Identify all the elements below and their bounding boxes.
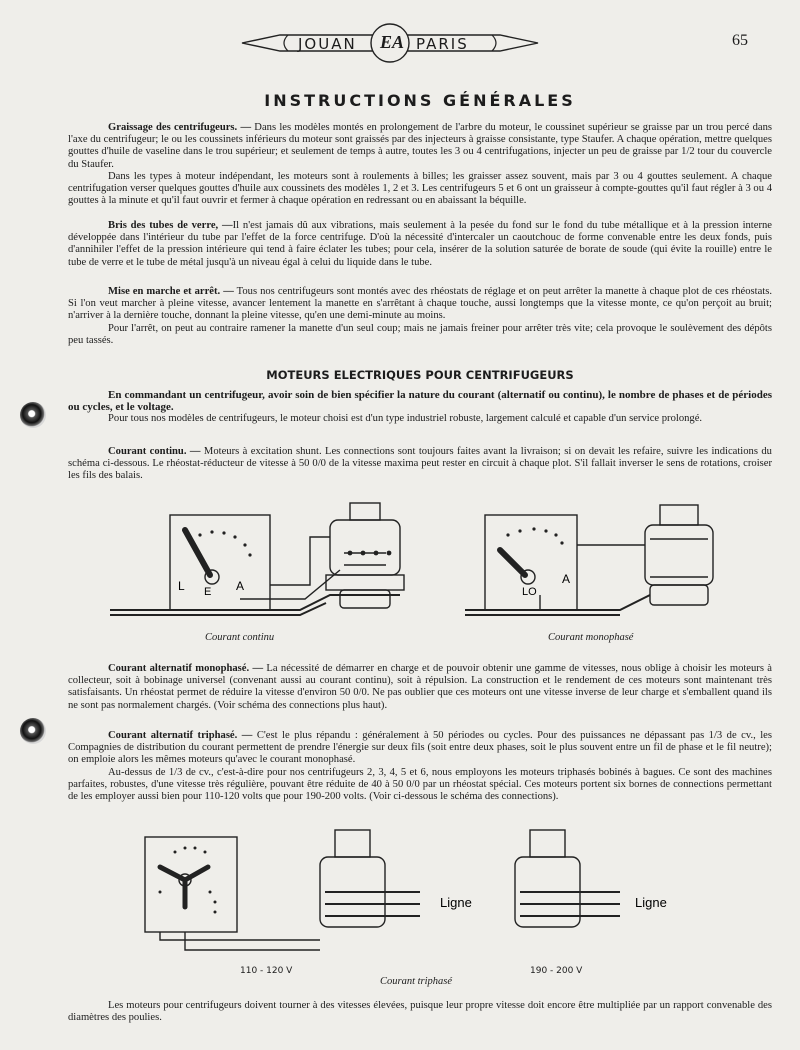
mise-p1: Tous nos centrifugeurs sont montés avec des rhéostats de réglage et on peut arrêter la manette à chaque plot de ces rhéostats. Si l'on veut marcher à pleine vitesse, avancer lentement la manette en s'arrêtant à chaque touche, aussi longtemps que la vitesse monte, ce qu'on perçoit au bruit; n'arriver à la dernière touche, donnant la pleine vitesse, qu'en une demi-minute au moins. <box>68 286 772 322</box>
label-L: L <box>178 579 185 593</box>
label-LO: LO <box>522 586 537 598</box>
label-A: A <box>236 579 245 593</box>
graissage-p1: Dans les modèles montés en prolongement de l'arbre du moteur, le coussinet supérieur se graisse par un trou percé dans l'axe du centrifugeur; le ou les coussinets inférieurs du moteur sont graissés par des injecteurs à graisse consistante, type Staufer. A chaque opération, mettre quelques gouttes d'huile de vaseline dans le trou supérieur; et seulement de temps à autre, toutes les 3 ou 4 centrifugations, injecter un peu de graisse par 1/2 tour du couvercle du Staufer. <box>68 122 773 170</box>
tri-p1: C'est le plus répandu : généralement à 50 périodes ou cycles. Pour des puissances ne dépassant pas 1/3 de cv., les Compagnies de distribution du courant permettent de prendre l'énergie sur deux fils (soit entre deux phases, soit le plus souvent entre un fil de phase et le fil neutre); on emploie alors les mêmes moteurs qu'avec le courant monophasé. <box>68 730 772 766</box>
volt-right: 190 - 200 V <box>530 966 583 976</box>
section-mise <box>68 286 772 347</box>
bris-heading: Bris des tubes de verre, — <box>108 220 233 231</box>
punch-hole <box>20 718 46 744</box>
section-tri <box>68 730 772 803</box>
continu-p1: Moteurs à excitation shunt. Les connections sont toujours faites avant la livraison; si on devait les refaire, suivre les indications du schéma ci-dessous. Le rhéostat-réducteur de vitesse à 50 0/0 de la vitesse maxima peut rester en circuit à chaque plot. S'il fallait inverser le sens de rotations, croiser les fils des balais. <box>68 446 772 482</box>
section-graissage <box>68 122 772 207</box>
ligne-label-1: Ligne <box>440 895 472 910</box>
moteurs-p1: Pour tous nos modèles de centrifugeurs, le moteur choisi est d'un type industriel robuste, largement calculé et capable d'un service prolongé. <box>108 413 703 425</box>
caption-continu: Courant continu <box>205 632 275 643</box>
volt-left: 110 - 120 V <box>240 966 293 976</box>
mise-heading: Mise en marche et arrêt. — <box>108 286 234 297</box>
label-E: E <box>204 586 212 598</box>
moteurs-lead: En commandant un centrifugeur, avoir soin de bien spécifier la nature du courant (alternatif ou continu), le nombre de phases et de périodes ou cycles, et le voltage. <box>68 389 772 414</box>
mono-p1: La nécessité de démarrer en charge et de pouvoir obtenir une gamme de vitesses, nous oblige à choisir les moteurs à collecteur, soit à bobinage universel (convenant aussi au courant continu), soit à répulsion. La construction et le rendement de ces moteurs sont maintenant très satisfaisants. Un rhéostat permet de réduire la vitesse d'environ 50 0/0. Ne pas oublier que ces moteurs ont une vitesse inverse de leur charge et s'emballent quand ils ne sont pas normalement chargés. (Voir schéma des connections plus haut). <box>68 663 772 711</box>
caption-monophase: Courant monophasé <box>548 632 634 643</box>
brand-right: PARIS <box>416 35 469 53</box>
section-bris <box>68 220 772 269</box>
rheostat-box-icon <box>145 837 237 932</box>
caption-triphase: Courant triphasé <box>380 976 453 987</box>
graissage-heading: Graissage des centrifugeurs. — <box>108 122 252 133</box>
punch-hole <box>20 402 46 428</box>
bris-p1: Il n'est jamais dû aux vibrations, mais seulement à la pesée du fond sur le fond du tube métallique et à la pression interne développée dans l'intérieur du tube par l'effet de la force centrifuge. D'où la nécessité d'intercaler un caoutchouc de forme convenable entre les deux fonds, puis d'annihiler l'effet de la pression intérieure qui tend à faire éclater les tubes; pour cela, insérer de la solution saturée de borate de soude (qui évite la rouille) entre le tube de verre et le tube de métal jusqu'à un niveau égal à celui du liquide dans le tube. <box>68 220 772 268</box>
brand-monogram: EA <box>380 32 405 52</box>
graissage-p2: Dans les types à moteur indépendant, les moteurs sont à roulements à billes; les graisser assez souvent, mais par 3 ou 4 gouttes seulement. A chaque centrifugation verser quelques gouttes d'huile aux coussinets des modèles 1, 2 et 3. Les centrifugeurs 5 et 6 ont un graisseur à compte-gouttes qu'il faut régler à 3 ou 4 gouttes à la minute et qu'il faut ouvrir et fermer à chaque opération en redressant ou en abaissant la béquille. <box>68 170 772 207</box>
wiring-diagrams-dc-mono <box>100 495 740 645</box>
page-number: 65 <box>732 32 748 49</box>
brand-left: JOUAN <box>298 35 357 53</box>
section-moteurs <box>68 389 772 426</box>
motor-icon <box>330 520 400 575</box>
brand-header <box>240 22 540 64</box>
ligne-label-2: Ligne <box>635 895 667 910</box>
section-mono <box>68 663 772 712</box>
mise-p2: Pour l'arrêt, on peut au contraire ramener la manette d'un seul coup; mais ne jamais freiner pour arrêter très vite; cela provoque le soulèvement des dépôts peu tassés. <box>68 322 772 346</box>
motor-icon <box>645 525 713 585</box>
tri-p2: Au-dessus de 1/3 de cv., c'est-à-dire pour nos centrifugeurs 2, 3, 4, 5 et 6, nous employons les moteurs triphasés bobinés à bagues. Ce sont des machines parfaites, robustes, d'une vitesse très régulière, pouvant être réduite de 40 à 50 0/0 par un rhéostat spécial. Ces moteurs portent six bornes de connections permettant de les employer aussi bien pour 110-120 volts que pour 190-200 volts. (Voir ci-dessous le schéma des connections). <box>68 766 772 803</box>
mono-heading: Courant alternatif monophasé. — <box>108 663 264 674</box>
footer-text: Les moteurs pour centrifugeurs doivent tourner à des vitesses élevées, puisque leur propre vitesse doit encore être multipliée par un rapport convenable des diamètres des poulies. <box>68 1000 772 1024</box>
section-footer <box>68 1000 772 1024</box>
section-continu <box>68 446 772 483</box>
continu-heading: Courant continu. — <box>108 446 201 457</box>
page-title: INSTRUCTIONS GÉNÉRALES <box>264 91 576 110</box>
wiring-diagrams-triphase <box>130 822 710 972</box>
label-A2: A <box>562 572 571 586</box>
tri-heading: Courant alternatif triphasé. — <box>108 730 253 741</box>
moteurs-title: MOTEURS ELECTRIQUES POUR CENTRIFUGEURS <box>266 368 574 382</box>
